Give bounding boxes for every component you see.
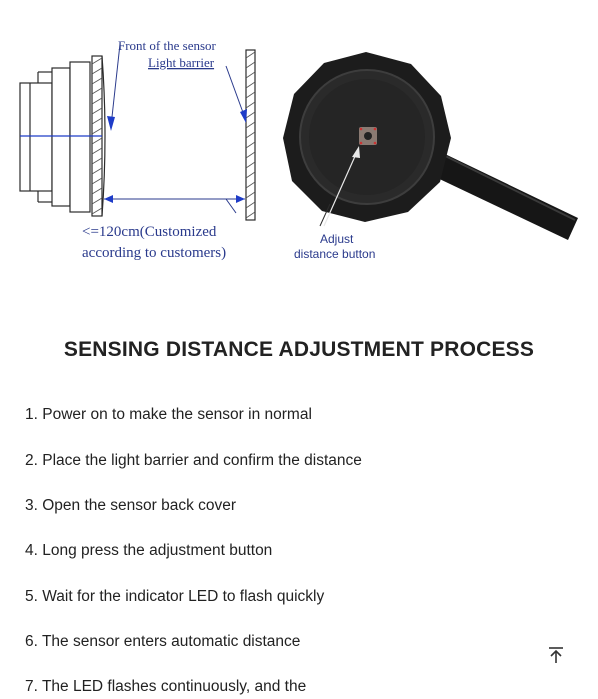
blue-arrowheads xyxy=(104,109,247,203)
adjust-button-label-line2: distance button xyxy=(294,247,376,261)
adjust-button-label-line1: Adjust xyxy=(320,232,354,246)
step-item: 6. The sensor enters automatic distance xyxy=(25,633,301,650)
front-of-sensor-label: Front of the sensor xyxy=(118,38,216,53)
step-item: 7. The LED flashes continuously, and the xyxy=(25,678,307,695)
sensor-back-photo xyxy=(283,52,578,240)
step-item: 3. Open the sensor back cover xyxy=(25,497,237,514)
step-item: 4. Long press the adjustment button xyxy=(25,542,273,559)
distance-label-line2: according to customers) xyxy=(82,245,227,261)
distance-label-line1: <=120cm(Customized xyxy=(82,224,217,240)
light-barrier-label: Light barrier xyxy=(148,55,215,70)
sensor-diagram-figure xyxy=(0,0,598,300)
arrow-up-to-line-icon xyxy=(547,646,565,664)
step-item: 1. Power on to make the sensor in normal xyxy=(25,406,312,423)
section-title: SENSING DISTANCE ADJUSTMENT PROCESS xyxy=(63,338,535,361)
step-item: 5. Wait for the indicator LED to flash quickly xyxy=(25,588,325,605)
back-to-top-button[interactable] xyxy=(541,640,571,670)
step-item: 2. Place the light barrier and confirm the distance xyxy=(25,452,362,469)
